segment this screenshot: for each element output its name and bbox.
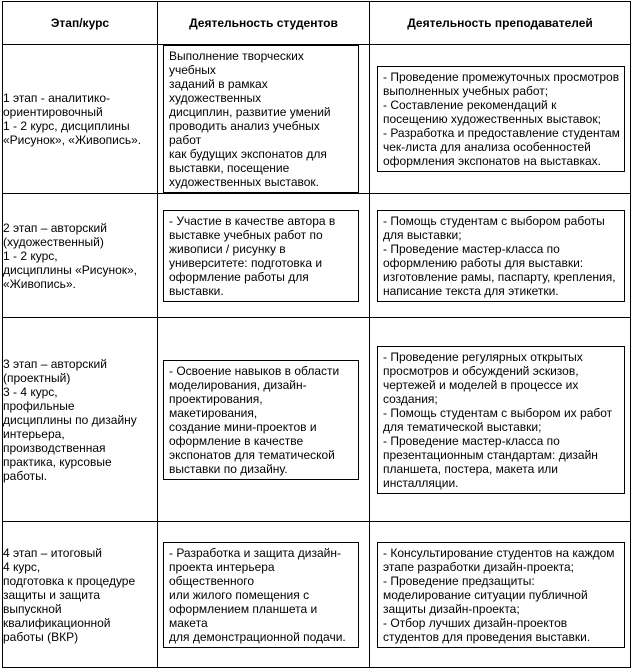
- stage-text: 4 этап – итоговый 4 курс, подготовка к процедуре защиты и защита выпускной квалификационной работы (ВКР): [3, 545, 136, 644]
- teachers-text: - Проведение промежуточных просмотров выполненных учебных работ; - Составление рекомендаций к посещению художественных выставок; - Разработка и предоставление студентам чек-листа для анализа особенностей оформления экспонатов на выставках.: [377, 66, 625, 172]
- table-row-stage-2: [3, 194, 631, 318]
- stage-text: 3 этап – авторский (проектный) 3 - 4 курс, профильные дисциплины по дизайну интерьера, производственная практика, курсовые работы.: [3, 356, 137, 483]
- students-text: - Освоение навыков в области моделирования, дизайн- проектирования, макетирования, создание мини-проектов и оформление в качестве экспонатов для тематической выставки по дизайну.: [163, 360, 359, 480]
- header-stage: Этап/курс: [3, 2, 158, 45]
- teachers-cell: [370, 45, 631, 194]
- header-students: Деятельность студентов: [158, 2, 370, 45]
- stage-cell: [3, 522, 158, 668]
- header-teachers: Деятельность преподавателей: [370, 2, 631, 45]
- students-cell: [158, 522, 370, 668]
- teachers-text: - Проведение регулярных открытых просмотров и обсуждений эскизов, чертежей и моделей в процессе их создания; - Помощь студентам с выбором их работ для тематической выставки; - Проведение мастер-класса по презентационным стандартам: дизайн планшета, постера, макета или инсталляции.: [377, 346, 625, 494]
- students-text: - Разработка и защита дизайн- проекта интерьера общественного или жилого помещения с оформлением планшета и макета для демонстрационной подачи.: [163, 542, 359, 648]
- table-header-row: [3, 2, 631, 45]
- table-row-stage-4: [3, 522, 631, 668]
- students-cell: [158, 318, 370, 522]
- students-cell: [158, 194, 370, 318]
- table-row-stage-1: [3, 45, 631, 194]
- teachers-text: - Помощь студентам с выбором работы для выставки; - Проведение мастер-класса по оформлению работы для выставки: изготовление рамы, паспарту, крепления, написание текста для этикетки.: [377, 210, 625, 302]
- stage-text: 2 этап – авторский (художественный) 1 - 2 курс, дисциплины «Рисунок», «Живопись».: [3, 220, 138, 291]
- stages-table: [2, 1, 631, 668]
- stage-cell: [3, 45, 158, 194]
- stage-cell: [3, 194, 158, 318]
- teachers-cell: [370, 318, 631, 522]
- table-row-stage-3: [3, 318, 631, 522]
- teachers-cell: [370, 194, 631, 318]
- teachers-cell: [370, 522, 631, 668]
- students-cell: [158, 45, 370, 194]
- students-text: Выполнение творческих учебных заданий в рамках художественных дисциплин, развитие умений проводить анализ учебных работ как будущих экспонатов для выставки, посещение художественных выставок.: [163, 45, 359, 193]
- stage-cell: [3, 318, 158, 522]
- students-text: - Участие в качестве автора в выставке учебных работ по живописи / рисунку в университете: подготовка и оформление работы для выставки.: [163, 210, 359, 302]
- teachers-text: - Консультирование студентов на каждом этапе разработки дизайн-проекта; - Проведение предзащиты: моделирование ситуации публичной защиты дизайн-проекта; - Отбор лучших дизайн-проектов студентов для проведения выставки.: [377, 542, 625, 648]
- stage-text: 1 этап - аналитико- ориентировочный 1 - 2 курс, дисциплины «Рисунок», «Живопись».: [3, 91, 142, 147]
